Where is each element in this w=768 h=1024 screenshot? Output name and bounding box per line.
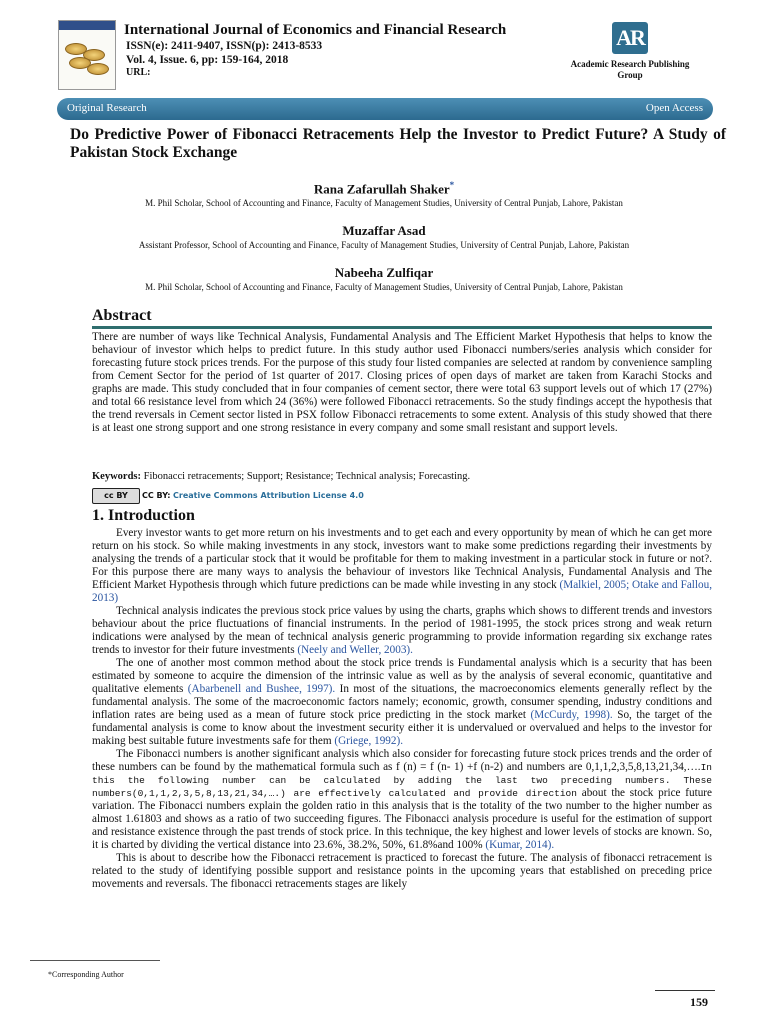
citation-link[interactable]: (Abarbenell and Bushee, 1997). bbox=[187, 683, 336, 695]
footnote-rule bbox=[30, 960, 160, 961]
journal-name: International Journal of Economics and Financial Research bbox=[124, 22, 507, 38]
issn: ISSN(e): 2411-9407, ISSN(p): 2413-8533 bbox=[126, 40, 323, 52]
citation-link[interactable]: (Kumar, 2014). bbox=[485, 839, 555, 851]
footnote: *Corresponding Author bbox=[48, 970, 124, 979]
publisher-name: Academic Research Publishing Group bbox=[570, 59, 690, 80]
keywords-line bbox=[92, 471, 712, 482]
citation-link[interactable]: (Neely and Weller, 2003). bbox=[297, 644, 413, 656]
intro-p1-text: Every investor wants to get more return on his investments and to get each and every opportunity by mean of which he can get more return on his stock. So while making investments in any stock, investors want to make some predictions regarding their investments by analysing the trends of a particular stock that it would be profitable for them to making investment in a particular stock in future or not?. For this purpose there are many ways to analysis the behaviour of investors like Technical Analysis, Fundamental Analysis and The Efficient Market Hypothesis through which future predictions can be made while investing in any stock bbox=[92, 527, 712, 591]
author-3-affiliation: M. Phil Scholar, School of Accounting and Finance, Faculty of Management Studies, University of Central Punjab, Lahore, Pakistan bbox=[145, 282, 623, 292]
abstract-text: There are number of ways like Technical Analysis, Fundamental Analysis and The Efficient Market Hypothesis that helps to know the behaviour of investor which helps to predict future. In this study author used Fibonacci numbers/series analysis which consider for forecasting future stock prices trends. For the purpose of this study four listed companies are selected at random by convenience sampling from Cement Sector for the period of 1st quarter of 2017. Closing prices of open days of market are taken from Karachi Stocks and graphs are made. This study concluded that in four companies of cement sector, there were total 63 support levels out of which 17 (27%) and total 66 resistance level from which 24 (36%) were followed Fibonacci retracements. So the study findings accept the hypothesis that the trend reversals in Cement sector listed in PSX follow Fibonacci retracements to some extent. Analysis of this study showed that there is at least one strong support and one strong resistance in every company and some small resistant and support levels. bbox=[92, 331, 712, 434]
intro-paragraph bbox=[92, 852, 712, 891]
intro-p2-text: Technical analysis indicates the previous stock price values by using the charts, graphs which shows to different trends and investors behaviour about the price fluctuations of financial instruments. In the period of 1981-1995, the stock prices strong and weak return indications were analysed by the mean of technical analysis generic programming to provide information regarding six exchange rates trends to investor for their future investments bbox=[92, 605, 712, 656]
author-1-affiliation: M. Phil Scholar, School of Accounting and Finance, Faculty of Management Studies, University of Central Punjab, Lahore, Pakistan bbox=[145, 198, 623, 208]
intro-p4-mono-text: In this the following number can be calculated by adding the last two preceding numbers. These numbers(0,1,1,2,3,5,8,13,21,34,….) are effectively calculated and provide direction bbox=[92, 762, 712, 799]
license-prefix: CC BY: bbox=[142, 491, 171, 500]
citation-link[interactable]: (Griege, 1992). bbox=[334, 735, 403, 747]
author-3-name: Nabeeha Zulfiqar bbox=[334, 265, 434, 280]
intro-p4a-text: The Fibonacci numbers is another significant analysis which also consider for forecasting future stock prices trends and the order of these numbers can be found by the mathematical formula such as f (n) = f (n- 1) +f (n-2) and numbers are 0,1,1,2,3,5,8,13,21,34,…. bbox=[92, 748, 712, 773]
intro-p3b-text: In most of the situations, the macroeconomics elements generally reflect by the fundamental analysis. The some of the macroeconomic factors namely; economic, growth, consumer spending, industry conditions and inflation rates are being used as a mean of future stock price predicting in the stock market bbox=[92, 683, 713, 721]
gold-coin-icon bbox=[87, 63, 109, 75]
intro-paragraph bbox=[92, 748, 712, 852]
cc-by-icon: cc BY bbox=[92, 488, 140, 504]
url-label[interactable]: URL: bbox=[126, 67, 151, 78]
intro-p3c-text: So, the target of the fundamental analysis is come to know about the investment security either it is undervalued or overvalued and helps to the investor for making best suitable future investments safe for them bbox=[92, 709, 712, 747]
intro-p3a-text: The one of another most common method about the stock price trends is Fundamental analysis which is a security that has been estimated by someone to acquire the dimension of the intrinsic value as well as by the analysis of several economic, quantitative and qualitative elements bbox=[92, 657, 712, 695]
citation-link[interactable]: (Malkiel, 2005; Otake and Fallou, 2013) bbox=[92, 579, 712, 604]
publisher-logo: AR bbox=[612, 22, 648, 54]
cover-title-band bbox=[59, 21, 115, 30]
author-1-name: Rana Zafarullah Shaker bbox=[313, 181, 450, 197]
author-2-affiliation: Assistant Professor, School of Accounting and Finance, Faculty of Management Studies, University of Central Punjab, Lahore, Pakistan bbox=[138, 240, 630, 250]
article-title: Do Predictive Power of Fibonacci Retracements Help the Investor to Predict Future? A Study of Pakistan Stock Exchange bbox=[70, 126, 726, 161]
author-name bbox=[0, 180, 768, 197]
article-type-label: Original Research bbox=[67, 102, 147, 114]
introduction-heading: 1. Introduction bbox=[92, 507, 195, 524]
license-line bbox=[142, 491, 364, 500]
article-type-band bbox=[57, 98, 713, 120]
intro-paragraph bbox=[92, 605, 712, 657]
volume-info: Vol. 4, Issue. 6, pp: 159-164, 2018 bbox=[126, 54, 289, 66]
corresponding-mark[interactable]: * bbox=[449, 180, 455, 190]
open-access-label: Open Access bbox=[645, 102, 703, 114]
abstract-heading: Abstract bbox=[92, 307, 152, 324]
keywords-text: Fibonacci retracements; Support; Resistance; Technical analysis; Forecasting. bbox=[143, 471, 471, 482]
abstract-rule bbox=[92, 326, 712, 329]
introduction-body bbox=[92, 527, 712, 891]
author-2-name: Muzaffar Asad bbox=[342, 223, 426, 238]
page-number-rule bbox=[655, 990, 715, 991]
page-number: 159 bbox=[690, 995, 708, 1009]
intro-p4b-text: about the stock price future variation. The Fibonacci numbers explain the golden ratio in this analysis that is the totality of the two number to the higher number as almost 1.61803 and shows as a ratio of two succeeding figures. The Fibonacci analysis procedure is useful for the estimation of support and resistance existence through the past trends of stock price. In this technique, the key highest and lower levels of stocks are known. So, it is charted by dividing the vertical distance into 23.6%, 38.2%, 50%, 61.8%and 100% bbox=[92, 787, 712, 851]
intro-paragraph bbox=[92, 657, 712, 748]
journal-cover-thumbnail bbox=[58, 20, 116, 90]
citation-link[interactable]: (McCurdy, 1998). bbox=[530, 709, 613, 721]
keywords-label: Keywords: bbox=[92, 471, 141, 482]
license-link[interactable]: Creative Commons Attribution License 4.0 bbox=[173, 491, 364, 500]
intro-p5-text: This is about to describe how the Fibonacci retracement is practiced to forecast the future. The analysis of fibonacci retracement is related to the study of identifying possible support and resistance points in the upcoming years that established on preceding price movements and reversals. The fibonacci retracements stages are likely bbox=[92, 852, 712, 890]
intro-paragraph bbox=[92, 527, 712, 605]
